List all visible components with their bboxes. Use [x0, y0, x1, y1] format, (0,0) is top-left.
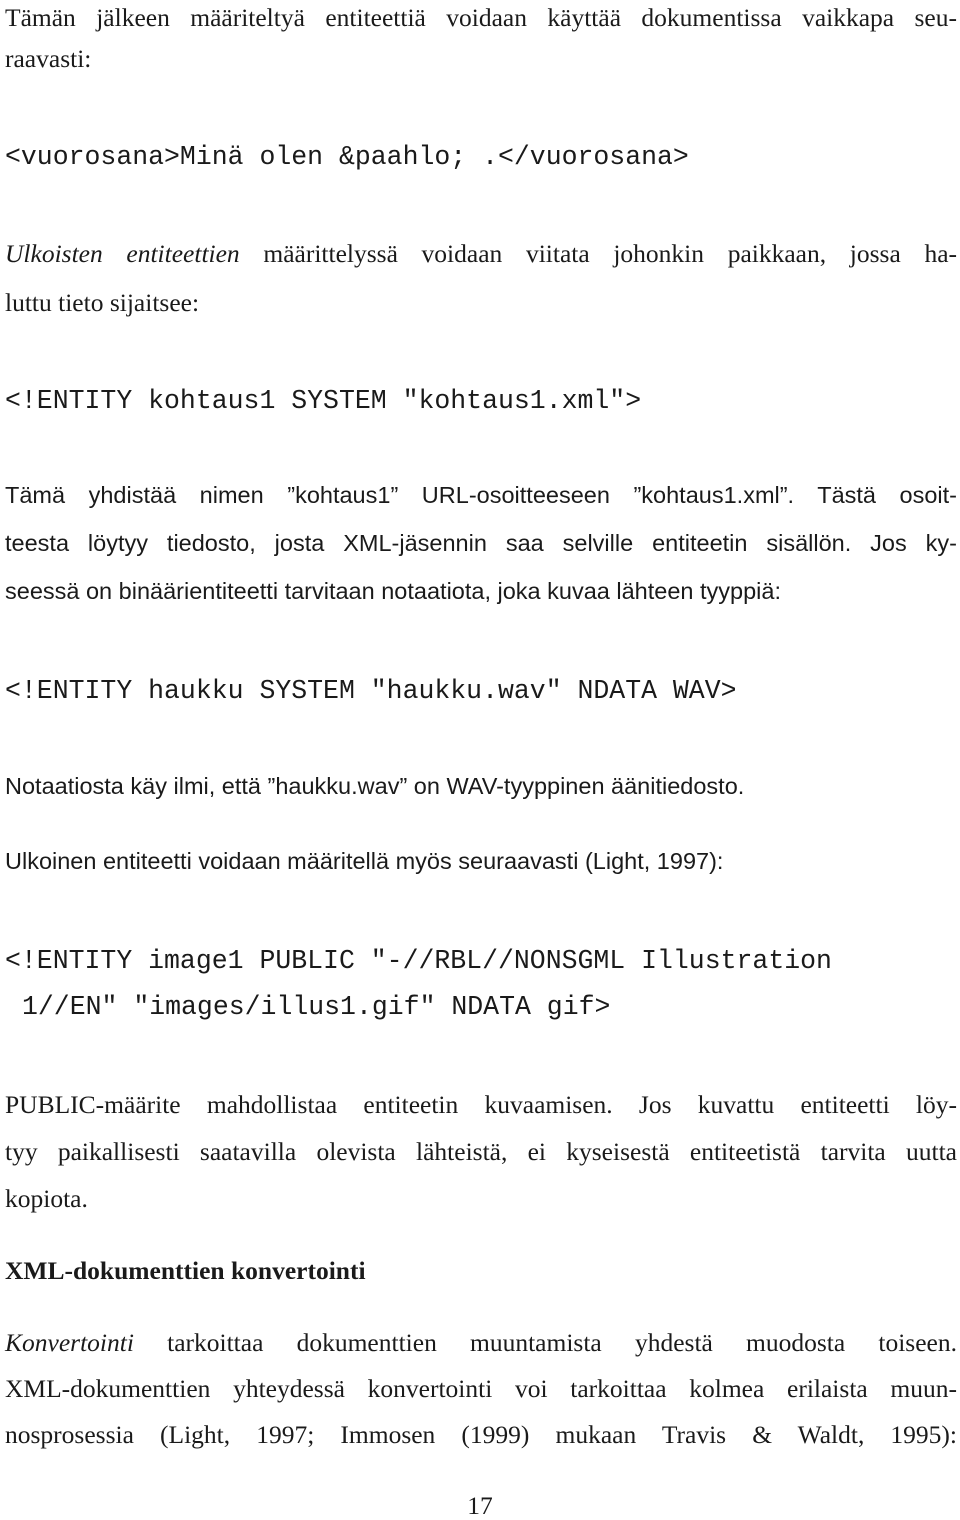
paragraph-5-line-2: tyy paikallisesti saatavilla olevista lähteistä, ei kyseisestä entiteetistä tarvita uutta: [5, 1137, 957, 1166]
paragraph-6-line-2: XML-dokumenttien yhteydessä konvertointi voi tarkoittaa kolmea erilaista muun-: [5, 1374, 957, 1403]
code-example-image1-line-1: <!ENTITY image1 PUBLIC "-//RBL//NONSGML Illustration: [5, 946, 832, 976]
code-example-image1-line-2: 1//EN" "images/illus1.gif" NDATA gif>: [22, 992, 611, 1022]
code-example-haukku: <!ENTITY haukku SYSTEM "haukku.wav" NDATA WAV>: [5, 676, 737, 706]
paragraph-3-line-2: teesta löytyy tiedosto, josta XML-jäsennin saa selville entiteetin sisällön. Jos ky-: [5, 530, 957, 556]
paragraph-3-line-3: seessä on binäärientiteetti tarvitaan notaatiota, joka kuvaa lähteen tyyppiä:: [5, 578, 782, 604]
paragraph-5-line-1: PUBLIC-määrite mahdollistaa entiteetin kuvaamisen. Jos kuvattu entiteetti löy-: [5, 1090, 957, 1119]
paragraph-1-line-1: Tämän jälkeen määriteltyä entiteettiä voidaan käyttää dokumentissa vaikkapa seu-: [5, 3, 957, 32]
paragraph-2-line-1: [5, 241, 957, 267]
section-heading: XML-dokumenttien konvertointi: [5, 1256, 366, 1285]
paragraph-3-line-1: Tämä yhdistää nimen ”kohtaus1” URL-osoitteeseen ”kohtaus1.xml”. Tästä osoit-: [5, 482, 957, 508]
emphasis-konvertointi: Konvertointi: [5, 1328, 134, 1357]
paragraph-5-line-3: kopiota.: [5, 1184, 88, 1213]
paragraph-6-line-1-text: tarkoittaa dokumenttien muuntamista yhdestä muodosta toiseen.: [133, 1328, 957, 1357]
code-example-kohtaus1: <!ENTITY kohtaus1 SYSTEM "kohtaus1.xml">: [5, 386, 642, 416]
code-example-vuorosana: <vuorosana>Minä olen &paahlo; .</vuorosana>: [5, 142, 689, 172]
paragraph-2-line-2: luttu tieto sijaitsee:: [5, 288, 200, 317]
paragraph-4-line-2: Ulkoinen entiteetti voidaan määritellä myös seuraavasti (Light, 1997):: [5, 848, 724, 874]
emphasis-ulkoisten-entiteettien: Ulkoisten entiteettien: [5, 239, 240, 268]
page-number: 17: [467, 1491, 493, 1520]
paragraph-6-line-1: [5, 1330, 957, 1356]
paragraph-6-line-3: nosprosessia (Light, 1997; Immosen (1999) mukaan Travis & Waldt, 1995):: [5, 1420, 957, 1449]
paragraph-2-line-1-text: määrittelyssä voidaan viitata johonkin paikkaan, jossa ha-: [239, 239, 958, 268]
paragraph-1-line-2: raavasti:: [5, 44, 92, 73]
paragraph-4-line-1: Notaatiosta käy ilmi, että ”haukku.wav” on WAV-tyyppinen äänitiedosto.: [5, 773, 745, 799]
